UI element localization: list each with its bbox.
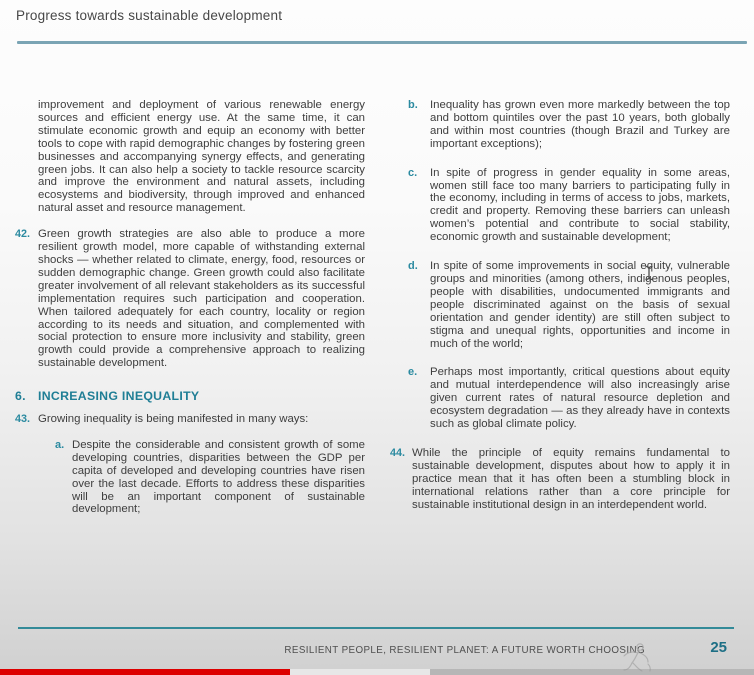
list-item-a	[55, 439, 365, 516]
paragraph-42	[15, 228, 365, 370]
section-heading-increasing-inequality	[15, 390, 365, 403]
header-divider	[17, 41, 747, 44]
paragraph-text: Green growth strategies are also able to produce a more resilient growth model, more capable of withstanding external shocks — whether related to climate, energy, food, resources or sudden demographic change. Green growth could also facilitate greater involvement of all relevant stakeholders as its successful implementation requires such participation and cooperation. When tailored adequately for each country, locality or region according to its needs and situation, and complemented with social protection to ensure more inclusivity and stability, green growth could provide a comprehensive approach to realizing sustainable development.	[38, 228, 365, 370]
item-text: Inequality has grown even more markedly between the top and bottom quintiles over the past 10 years, both globally and within most countries (though Brazil and Turkey are important exceptions);	[430, 99, 730, 150]
paragraph-number: 43.	[15, 413, 31, 426]
paragraph-text: improvement and deployment of various renewable energy sources and efficient energy use. At the same time, it can stimulate economic growth and equip an economy with better tools to cope with rapid demographic changes by fostering green businesses and accompanying synergy effects, and generating green jobs. It can also help a society to tackle resource scarcity and improve the environment and natural assets, including ecosystems and biodiversity, through improved and enhanced natural asset and resource management.	[38, 99, 365, 215]
item-letter: a.	[55, 438, 65, 451]
paragraph-text: Growing inequality is being manifested in many ways:	[38, 413, 309, 426]
paragraph-number: 44.	[390, 446, 406, 459]
text-cursor-pointer	[644, 265, 654, 281]
paragraph-intro-continuation	[15, 99, 365, 215]
seek-bar-remaining-segment[interactable]	[430, 669, 754, 675]
left-column	[15, 99, 365, 531]
item-text: Despite the considerable and consistent growth of some developing countries, disparities between the GDP per capita of developed and developing countries have risen over the last decade. Efforts to address these disparities will be an important component of sustainable development;	[72, 438, 365, 516]
video-seek-bar[interactable]	[0, 669, 754, 675]
page-number: 25	[710, 639, 727, 656]
item-text: In spite of some improvements in social equity, vulnerable groups and minorities (among others, indigenous peoples, people with disabilities, undocumented immigrants and people discriminated against on the basis of sexual orientation and gender identity) are still often subject to stigma and unequal rights, opportunities and income in much of the world;	[430, 260, 730, 350]
list-item-d	[408, 260, 730, 350]
item-letter: d.	[408, 260, 418, 273]
item-text: In spite of progress in gender equality in some areas, women still face too many barriers to participating fully in the economy, including in terms of access to jobs, markets, credit and property. Removing these barriers can unleash women’s potential and contribute to social stability, economic growth and sustainable development;	[430, 166, 730, 244]
page-title: Progress towards sustainable development	[16, 8, 283, 23]
seek-bar-buffered-segment[interactable]	[290, 669, 429, 675]
list-item-c	[408, 167, 730, 244]
section-title: INCREASING INEQUALITY	[38, 389, 200, 404]
paragraph-text: While the principle of equity remains fundamental to sustainable development, disputes about how to apply it in practice mean that it has often been a stumbling block in international relations rather than a core principle for sustainable institutional design in an interdependent world.	[412, 446, 730, 511]
item-letter: e.	[408, 366, 418, 379]
paragraph-44	[390, 447, 730, 512]
paragraph-43	[15, 413, 365, 426]
item-letter: b.	[408, 99, 418, 111]
footer-running-title: RESILIENT PEOPLE, RESILIENT PLANET: A FUTURE WORTH CHOOSING	[284, 645, 645, 656]
right-column	[390, 99, 730, 524]
paragraph-number: 42.	[15, 228, 31, 241]
seek-bar-played-segment[interactable]	[0, 669, 290, 675]
list-item-b	[408, 99, 730, 151]
item-letter: c.	[408, 166, 418, 179]
footer-divider	[18, 627, 734, 629]
list-item-e	[408, 366, 730, 431]
item-text: Perhaps most importantly, critical questions about equity and mutual interdependence will also increasingly arise given current rates of natural resource depletion and ecosystem degradation — as they already have in contexts such as global climate policy.	[430, 366, 730, 431]
section-number: 6.	[15, 389, 26, 404]
